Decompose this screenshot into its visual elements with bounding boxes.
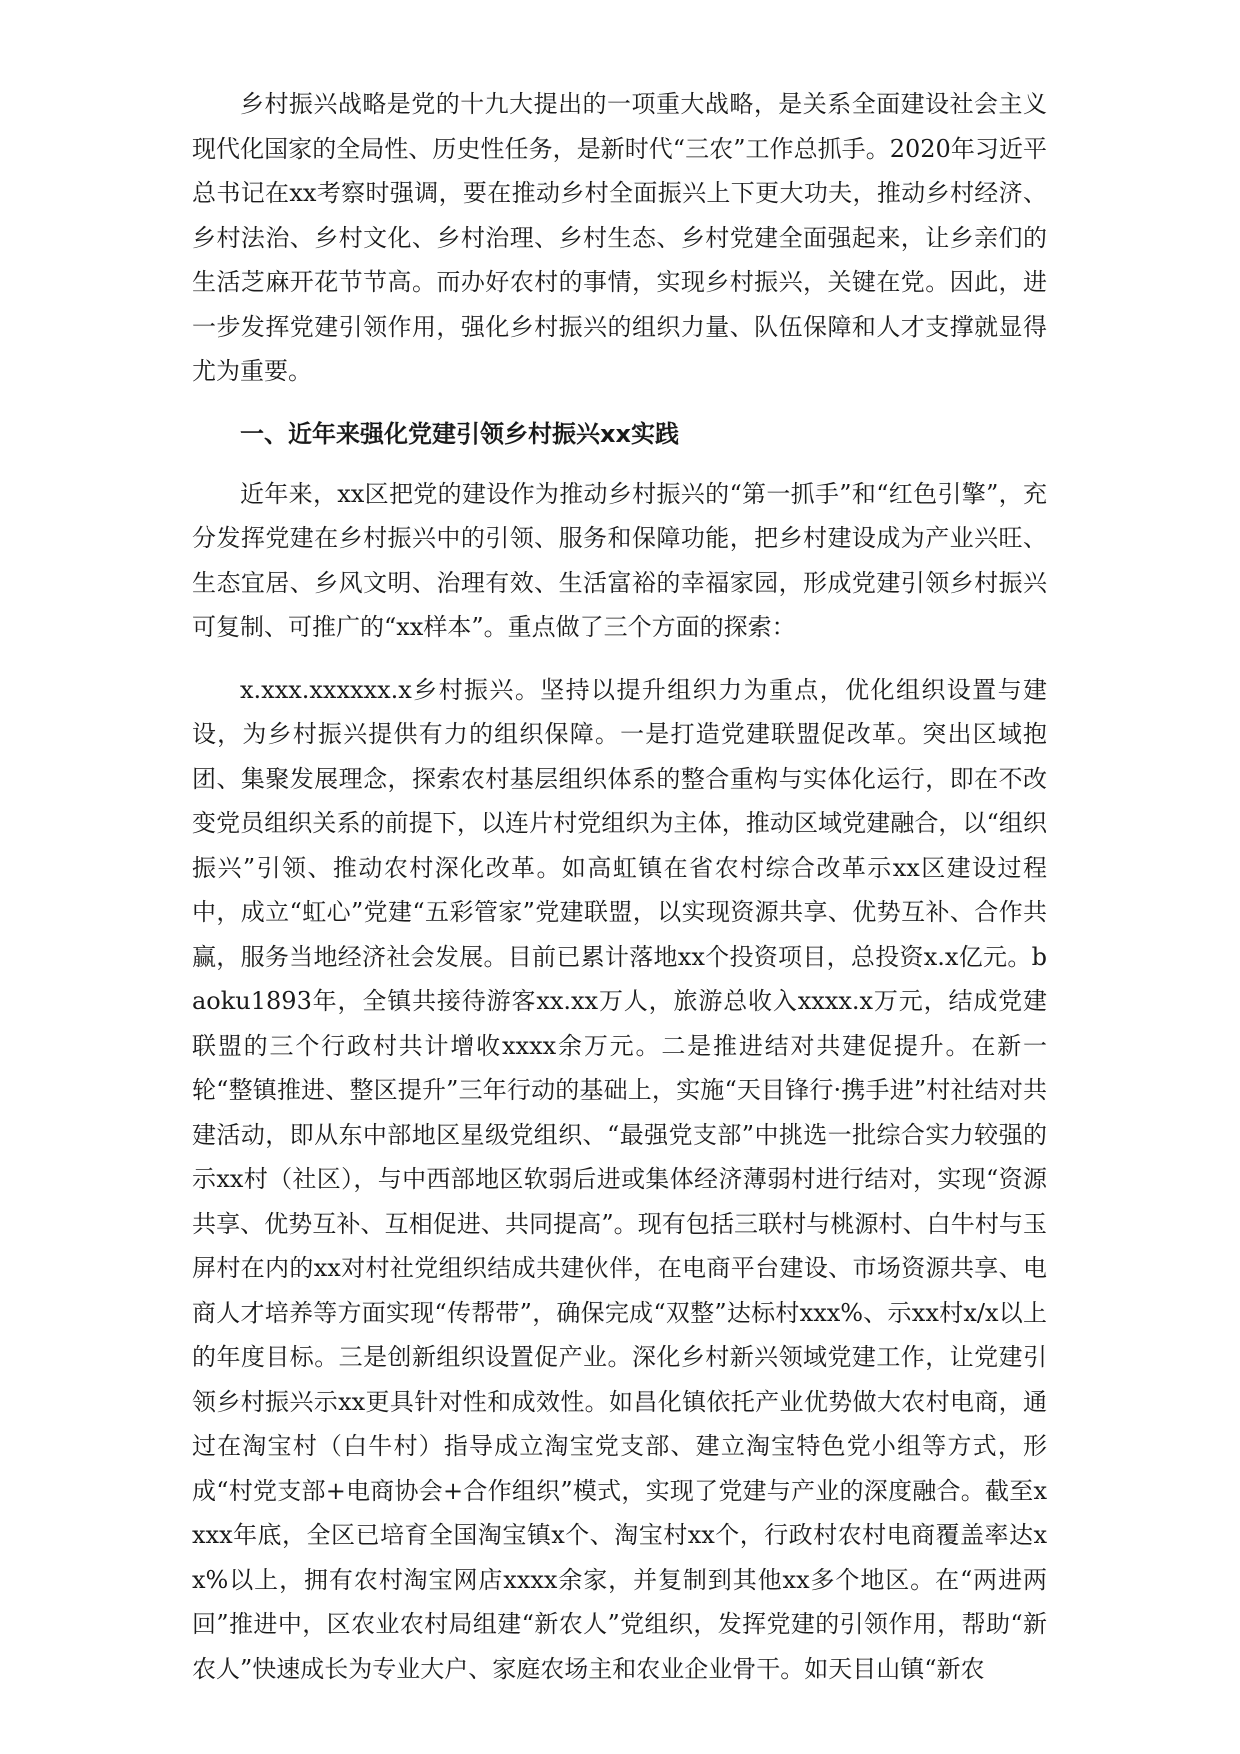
intro-paragraph: 乡村振兴战略是党的十九大提出的一项重大战略，是关系全面建设社会主义现代化国家的全局性、历史性任务，是新时代“三农”工作总抓手。2020年习近平总书记在xx考察时强调，要在推动乡村全面振兴上下更大功夫，推动乡村经济、乡村法治、乡村文化、乡村治理、乡村生态、乡村党建全面强起来，让乡亲们的生活芝麻开花节节高。而办好农村的事情，实现乡村振兴，关键在党。因此，进一步发挥党建引领作用，强化乡村振兴的组织力量、队伍保障和人才支撑就显得尤为重要。: [192, 90, 1047, 385]
section-intro-paragraph: 近年来，xx区把党的建设作为推动乡村振兴的“第一抓手”和“红色引擎”，充分发挥党建在乡村振兴中的引领、服务和保障功能，把乡村建设成为产业兴旺、生态宜居、乡风文明、治理有效、生活富裕的幸福家园，形成党建引领乡村振兴可复制、可推广的“xx样本”。重点做了三个方面的探索：: [192, 479, 1047, 641]
section-body-paragraph: x.xxx.xxxxxx.x乡村振兴。坚持以提升组织力为重点，优化组织设置与建设，为乡村振兴提供有力的组织保障。一是打造党建联盟促改革。突出区域抱团、集聚发展理念，探索农村基层组织体系的整合重构与实体化运行，即在不改变党员组织关系的前提下，以连片村党组织为主体，推动区域党建融合，以“组织振兴”引领、推动农村深化改革。如高虹镇在省农村综合改革示xx区建设过程中，成立“虹心”党建“五彩管家”党建联盟，以实现资源共享、优势互补、合作共赢，服务当地经济社会发展。目前已累计落地xx个投资项目，总投资x.x亿元。baoku1893年，全镇共接待游客xx.xx万人，旅游总收入xxxx.x万元，结成党建联盟的三个行政村共计增收xxxx余万元。二是推进结对共建促提升。在新一轮“整镇推进、整区提升”三年行动的基础上，实施“天目锋行·携手进”村社结对共建活动，即从东中部地区星级党组织、“最强党支部”中挑选一批综合实力较强的示xx村（社区），与中西部地区软弱后进或集体经济薄弱村进行结对，实现“资源共享、优势互补、互相促进、共同提高”。现有包括三联村与桃源村、白牛村与玉屏村在内的xx对村社党组织结成共建伙伴，在电商平台建设、市场资源共享、电商人才培养等方面实现“传帮带”，确保完成“双整”达标村xxx%、示xx村x/x以上的年度目标。三是创新组织设置促产业。深化乡村新兴领域党建工作，让党建引领乡村振兴示xx更具针对性和成效性。如昌化镇依托产业优势做大农村电商，通过在淘宝村（白牛村）指导成立淘宝党支部、建立淘宝特色党小组等方式，形成“村党支部+电商协会+合作组织”模式，实现了党建与产业的深度融合。截至xxxx年底，全区已培育全国淘宝镇x个、淘宝村xx个，行政村农村电商覆盖率达xx%以上，拥有农村淘宝网店xxxx余家，并复制到其他xx多个地区。在“两进两回”推进中，区农业农村局组建“新农人”党组织，发挥党建的引领作用，帮助“新农人”快速成长为专业大户、家庭农场主和农业企业骨干。如天目山镇“新农: [192, 675, 1047, 1683]
section-heading: 一、近年来强化党建引领乡村振兴xx实践: [240, 419, 679, 448]
document-page: [192, 82, 1047, 1709]
